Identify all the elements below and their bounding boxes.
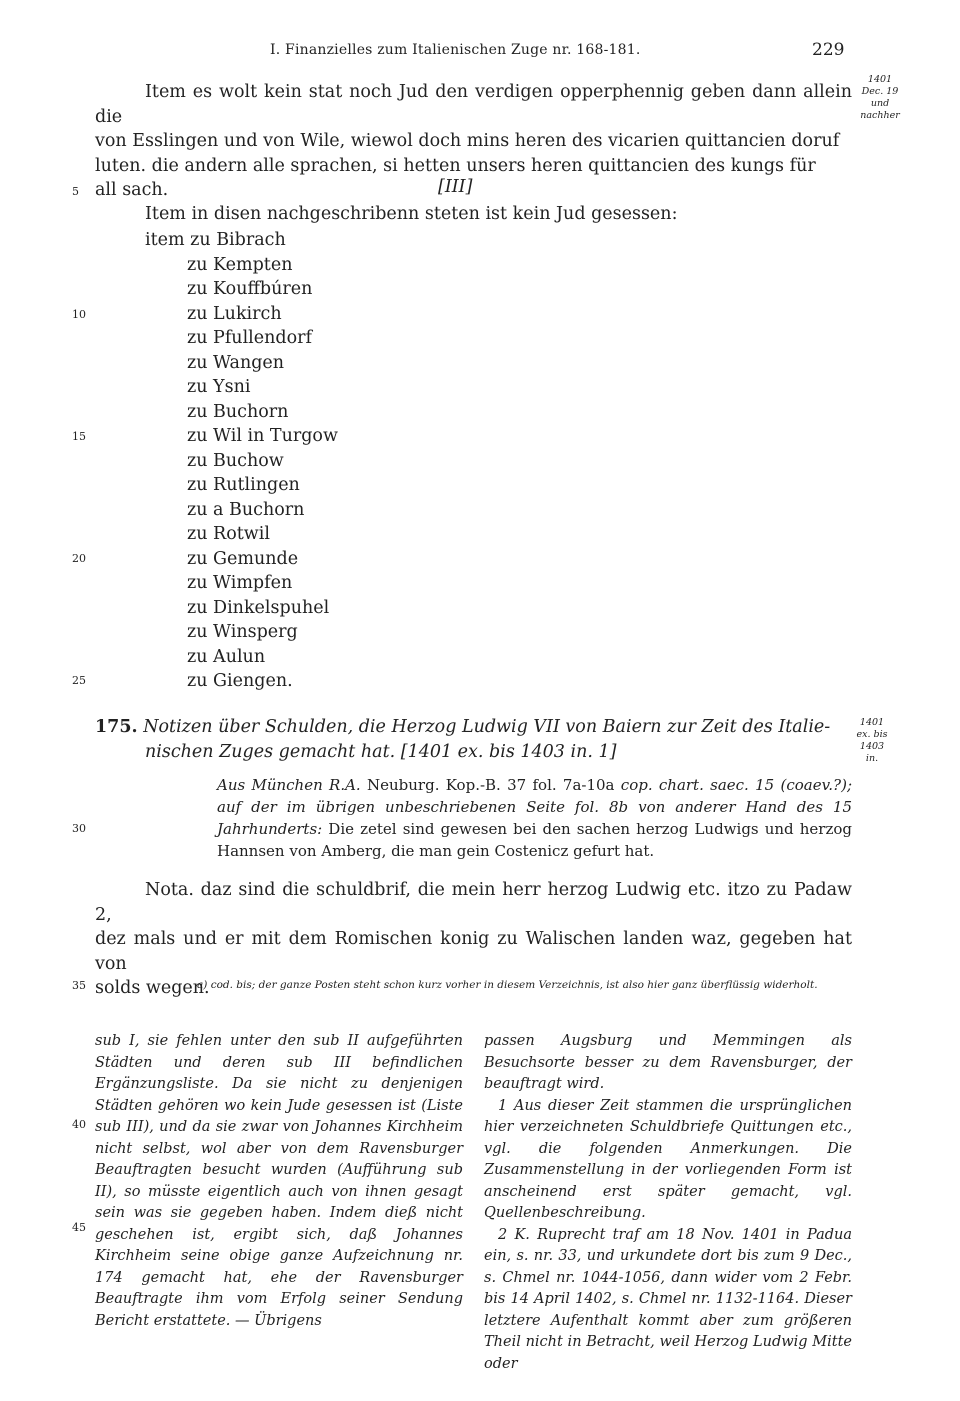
line-number: 25 <box>72 674 86 687</box>
nota-line: dez mals und er mit dem Romischen konig zu Walischen landen waz, gegeben hat von <box>95 929 852 974</box>
margin-date-note <box>848 717 896 765</box>
section-heading: [III] <box>438 177 473 197</box>
paragraph-1 <box>95 80 852 203</box>
list-item: zu Ysni <box>187 377 251 397</box>
nota-line: solds wegen. <box>95 978 210 998</box>
list-item: zu Winsperg <box>187 622 298 642</box>
margin-note-line: 1401 <box>867 74 893 85</box>
source-archive: Aus München R.A. <box>217 776 361 794</box>
list-item: zu Wimpfen <box>187 573 293 593</box>
list-intro: Item in disen nachgeschribenn steten ist kein Jud gesessen: <box>145 204 678 224</box>
line-number: 45 <box>72 1221 86 1234</box>
running-head: I. Finanzielles zum Italienischen Zuge nr. 168-181. <box>270 42 641 58</box>
line-number: 5 <box>72 185 79 198</box>
line-number: 40 <box>72 1118 86 1131</box>
footnote-a: a) cod. bis; der ganze Posten steht schon kurz vorher in diesem Verzeichnis, ist also hier ganz überflüssig widerholt. <box>197 979 818 991</box>
line-number: 20 <box>72 552 86 565</box>
line-number: 15 <box>72 430 86 443</box>
list-item: zu Lukirch <box>187 303 282 324</box>
margin-note-line: und <box>870 98 890 109</box>
paragraph-1-line: luten. die andern alle sprachen, si hetten unsers heren quittancien des kungs für <box>95 155 816 176</box>
page-number: 229 <box>812 40 845 60</box>
list-item: zu Dinkelspuhel <box>187 597 330 618</box>
line-number: 35 <box>72 979 86 992</box>
list-item: item zu Bibrach <box>145 230 286 250</box>
list-item: zu Wil in Turgow <box>187 426 338 446</box>
list-item: zu Pfullendorf <box>187 328 312 348</box>
entry-heading <box>95 715 852 764</box>
list-item: zu Kouffbúren <box>187 279 313 299</box>
town-list <box>145 228 338 694</box>
margin-date-note <box>858 74 902 122</box>
margin-note-line: ex. bis <box>856 729 888 740</box>
nota-line: Nota. daz sind die schuldbrif, die mein herr herzog Ludwig etc. itzo zu Padaw 2, <box>95 880 852 925</box>
footnotes-left-column: sub I, sie fehlen unter den sub II aufgeführten Städten und deren sub III befindlichen Ergänzungsliste. Da sie nicht zu denjenigen Städten gehören wo kein Jude gesessen ist (Liste sub III), und da sie zwar von Johannes Kirchheim nicht selbst, wol aber von dem Ravensburger Beauftragten besucht wurden (Aufführung sub II), so müsste eigentlich auch von ihnen gesagt sein was sie gegeben haben. Indem dieß nicht geschehen ist, ergibt sich, daß Johannes Kirchheim seine obige ganze Aufzeichnung nr. 174 gemacht hat, ehe der Ravensburger Beauftragte ihm vom Erfolg seiner Sendung Bericht erstattete. — Übrigens <box>95 1033 463 1329</box>
list-item: zu Kempten <box>187 254 293 275</box>
entry-title-line: Notizen über Schulden, die Herzog Ludwig VII von Baiern zur Zeit des Italie- <box>143 717 831 737</box>
line-number: 30 <box>72 822 86 835</box>
line-number: 10 <box>72 308 86 321</box>
list-item: zu Buchow <box>187 450 284 471</box>
margin-note-line: Dec. 19 <box>861 86 899 97</box>
list-item: zu Rutlingen <box>187 475 300 495</box>
footnote-continuation: passen Augsburg und Memmingen als Besuchsorte besser zu dem Ravensburger, der beauftragt wird. <box>484 1033 852 1092</box>
list-item: zu Giengen. <box>187 671 293 691</box>
paragraph-1-line: all sach. <box>95 180 169 200</box>
list-item: zu Gemunde <box>187 548 299 569</box>
list-item: zu Aulun <box>187 646 266 667</box>
source-signature: Neuburg. Kop.-B. 37 fol. 7a-10a <box>360 776 621 794</box>
list-item: zu Rotwil <box>187 524 270 544</box>
margin-note-line: 1403 <box>859 741 885 752</box>
entry-number: 175. <box>95 717 138 737</box>
source-note: cop. chart. saec. 15 (coaev.?); auf der im übrigen unbeschriebenen Seite fol. 8b von anderer Hand des 15 Jahrhunderts: <box>217 776 853 838</box>
list-item: zu a Buchorn <box>187 499 305 520</box>
margin-note-line: in. <box>865 753 879 764</box>
margin-note-line: nachher <box>860 110 900 121</box>
list-item: zu Wangen <box>187 352 285 373</box>
margin-note-line: 1401 <box>859 717 885 728</box>
footnote-2: 2 K. Ruprecht traf am 18 Nov. 1401 in Padua ein, s. nr. 33, und urkundete dort bis zum 9 Dec., s. Chmel nr. 1044-1056, dann wider vom 2 Febr. bis 14 April 1402, s. Chmel nr. 1132-1164. Dieser letztere Aufenthalt kommt aber zum größeren Theil nicht in Betracht, weil Herzog Ludwig Mitte oder <box>484 1226 852 1372</box>
paragraph-1-line: Item es wolt kein stat noch Jud den verdigen opperphennig geben dann allein die <box>95 82 852 127</box>
source-quote: Die zetel sind gewesen bei den sachen herzog Ludwigs und herzog Hannsen von Amberg, die man gein Costenicz gefurt hat. <box>217 820 852 860</box>
entry-title-line: nischen Zuges gemacht hat. [1401 ex. bis 1403 in. 1] <box>145 741 617 762</box>
footnotes-right-column <box>484 1031 852 1375</box>
source-description <box>217 774 852 862</box>
list-item: zu Buchorn <box>187 401 289 422</box>
footnote-1: 1 Aus dieser Zeit stammen die ursprünglichen hier verzeichneten Schuldbriefe Quittungen etc., vgl. die folgenden Anmerkungen. Die Zusammenstellung in der vorliegenden Form ist anscheinend erst später gemacht, vgl. Quellenbeschreibung. <box>484 1097 852 1221</box>
paragraph-1-line: von Esslingen und von Wile, wiewol doch mins heren des vicarien quittancien doruf <box>95 131 840 151</box>
